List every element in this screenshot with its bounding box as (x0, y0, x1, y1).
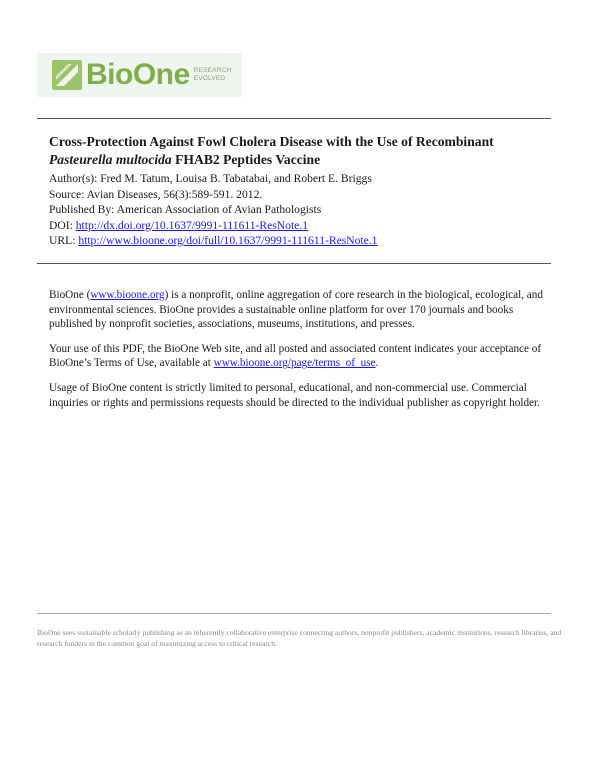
bioone-notice (49, 288, 549, 420)
bioone-leaf-icon (50, 58, 84, 92)
bioone-home-link[interactable]: www.bioone.org (90, 289, 165, 301)
doi-line (49, 218, 549, 234)
doi-label: DOI: (49, 218, 76, 232)
authors-line: Author(s): Fred M. Tatum, Louisa B. Tabatabai, and Robert E. Briggs (49, 172, 372, 185)
logo-tagline-line2: EVOLVED (193, 75, 226, 82)
title-species: Pasteurella multocida (49, 152, 172, 167)
footer-note: BioOne sees sustainable scholarly publishing as an inherently collaborative enterprise connecting authors, nonprofit publishers, academic institutions, research libraries, and research funders in the common goal of maximizing access to critical research. (37, 628, 562, 648)
p2-start: Your use of this PDF, the BioOne Web site, and all posted and associated content indicates your acceptance of BioOne’s Terms of Use, available at (49, 342, 542, 370)
doi-link[interactable]: http://dx.doi.org/10.1637/9991-111611-ResNote.1 (75, 218, 309, 232)
title-line1: Cross-Protection Against Fowl Cholera Disease with the Use of Recombinant (49, 134, 494, 149)
notice-paragraph-usage: Usage of BioOne content is strictly limited to personal, educational, and non-commercial use. Commercial inquiries or rights and permissions requests should be directed to the individual publisher as copyright holder. (49, 381, 540, 409)
title-line2: FHAB2 Peptides Vaccine (171, 152, 321, 167)
url-line (49, 233, 549, 249)
p1-end: ) is a nonprofit, online aggregation of core research in the biological, ecological, and environmental sciences. BioOne provides a sustainable online platform for over 170 journals and books published by nonprofit societies, associations, museums, institutions, and presses. (49, 289, 543, 331)
logo-tagline-line1: RESEARCH (193, 67, 232, 74)
article-url-link[interactable]: http://www.bioone.org/doi/full/10.1637/9991-111611-ResNote.1 (78, 234, 378, 247)
url-label: URL: (49, 234, 79, 247)
article-metadata (49, 171, 549, 249)
article-header (49, 133, 549, 249)
source-line: Source: Avian Diseases, 56(3):589-591. 2012. (49, 187, 263, 201)
logo-wordmark: BioOne (86, 58, 190, 91)
top-divider (37, 118, 551, 119)
header-bottom-divider (37, 263, 551, 264)
bioone-logo (37, 53, 242, 97)
notice-paragraph-terms (49, 342, 549, 371)
article-title (49, 133, 549, 169)
notice-paragraph-about (49, 288, 549, 332)
footer-divider (37, 613, 551, 614)
logo-tagline (194, 67, 232, 83)
p2-end: . (375, 357, 379, 370)
terms-of-use-link[interactable]: www.bioone.org/page/terms_of_use (213, 357, 376, 370)
p1-start: BioOne ( (49, 289, 91, 301)
publisher-line: Published By: American Association of Avian Pathologists (49, 203, 322, 216)
